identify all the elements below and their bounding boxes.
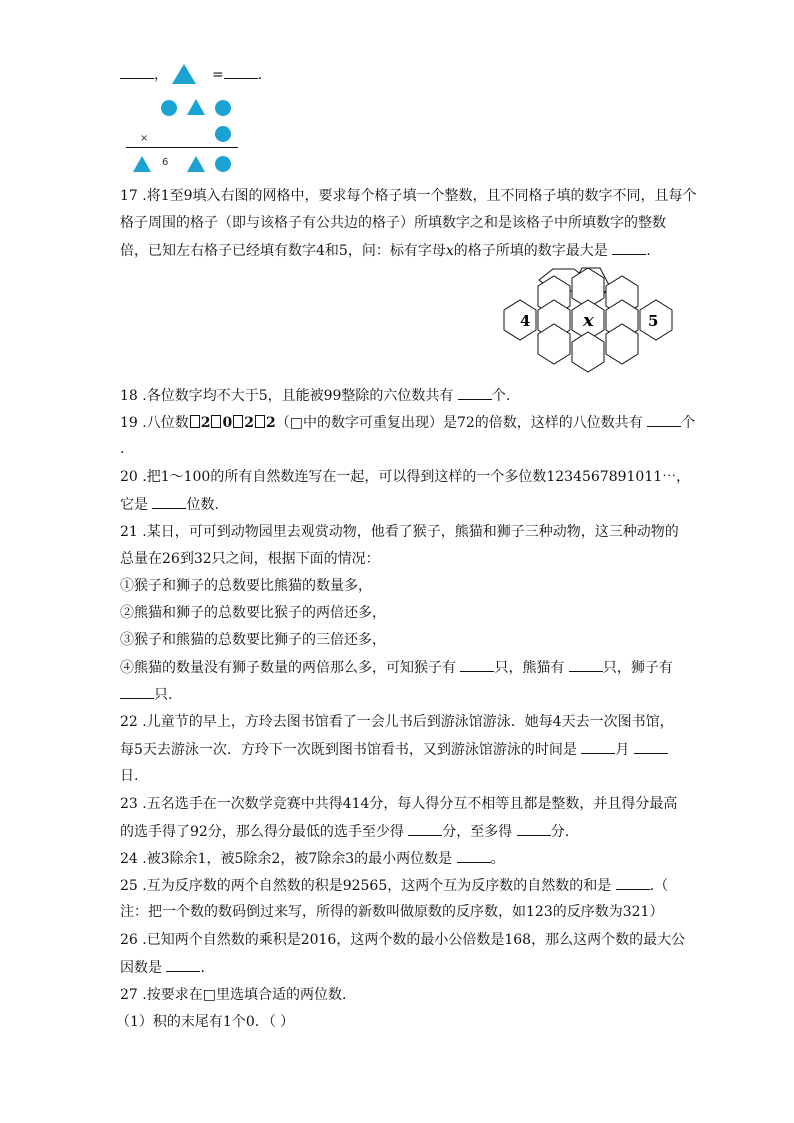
digit-box — [233, 415, 243, 428]
q23-line-1: 23 .五名选手在一次数学竞赛中共得414分，每人得分互不相等且都是整数，并且得分最高 — [120, 796, 678, 812]
q18-line: 18 .各位数字均不大于5，且能被99整除的六位数共有 个. — [120, 385, 510, 406]
q19-end: . — [120, 441, 125, 457]
hex-cell — [572, 332, 604, 372]
q19-line: 19 .八位数 2 0 2 2（□中的数字可重复出现）是72的倍数，这样的八位数共有 个 — [120, 412, 695, 433]
q23-line-2: 的选手得了92分，那么得分最低的选手至少得 分，至多得 分. — [120, 821, 569, 842]
circle-icon — [215, 100, 231, 116]
q20-line-2: 它是 位数. — [120, 494, 219, 515]
hex-label-right: 5 — [648, 312, 659, 330]
q27-line-2: （1）积的末尾有1个0．（ ） — [116, 1014, 295, 1030]
answer-blank[interactable] — [569, 657, 603, 672]
answer-blank[interactable] — [457, 848, 491, 863]
answer-blank[interactable] — [647, 412, 681, 427]
q25-line-1: 25 .互为反序数的两个自然数的积是92565，这两个互为反序数的自然数的和是 .（ — [120, 875, 668, 896]
q25-line-2: 注：把一个数的数码倒过来写，所得的新数叫做原数的反序数，如123的反序数为321） — [120, 904, 664, 920]
triangle-icon — [187, 156, 205, 172]
q21-cond-2: ②熊猫和狮子的总数要比猴子的两倍还多， — [120, 605, 386, 621]
answer-blank[interactable] — [612, 240, 646, 255]
answer-blank[interactable] — [616, 875, 650, 890]
hex-label-left: 4 — [520, 312, 531, 330]
q16-answer-line: ， — [120, 64, 168, 85]
q21-line-end: 只. — [120, 684, 172, 705]
q21-line-2: 总量在26到32只之间，根据下面的情况： — [120, 551, 380, 567]
q26-line-1: 26 .已知两个自然数的乘积是2016，这两个数的最小公倍数是168，那么这两个数的最大公 — [120, 932, 686, 948]
hex-label-x: x — [583, 310, 594, 331]
answer-blank[interactable] — [581, 739, 615, 754]
answer-blank[interactable] — [408, 821, 442, 836]
answer-blank[interactable] — [634, 739, 668, 754]
q17-line-3: 倍，已知左右格子已经填有数字4和5，问：标有字母x的格子所填的数字最大是 . — [120, 240, 651, 261]
divider-line — [126, 147, 238, 148]
triangle-icon — [133, 156, 151, 172]
answer-blank[interactable] — [458, 385, 492, 400]
answer-blank[interactable] — [460, 657, 494, 672]
circle-icon — [161, 100, 177, 116]
circle-icon — [215, 126, 231, 142]
q22-line-3: 日. — [120, 768, 139, 784]
q17-line-1: 17 .将1至9填入右图的网格中，要求每个格子填一个整数，且不同格子填的数字不同，且每个 — [120, 188, 697, 204]
answer-blank[interactable] — [166, 957, 200, 972]
digit-box — [190, 415, 200, 428]
digit-six: 6 — [162, 157, 169, 168]
triangle-icon — [187, 99, 205, 115]
q27-line-1: 27 .按要求在□里选填合适的两位数. — [120, 987, 347, 1003]
hex-grid — [502, 266, 677, 378]
triangle-icon — [172, 64, 196, 84]
answer-blank[interactable] — [120, 684, 154, 699]
answer-blank[interactable] — [120, 64, 154, 79]
q21-cond-4: ④熊猫的数量没有狮子数量的两倍那么多，可知猴子有 只，熊猫有 只，狮子有 — [120, 657, 673, 678]
circle-icon — [215, 156, 231, 172]
digit-box — [211, 415, 221, 428]
q21-line-1: 21 .某日，可可到动物园里去观赏动物，他看了猴子，熊猫和狮子三种动物，这三种动物的 — [120, 524, 679, 540]
q21-cond-1: ①猴子和狮子的总数要比熊猫的数量多， — [120, 578, 372, 594]
q17-line-2: 格子周围的格子（即与该格子有公共边的格子）所填数字之和是该格子中所填数字的整数 — [120, 215, 666, 231]
q16-equals: = . — [212, 64, 262, 85]
q26-line-2: 因数是 . — [120, 957, 205, 978]
digit-box — [255, 415, 265, 428]
q24-line: 24 .被3除余1，被5除余2，被7除余3的最小两位数是 。 — [120, 848, 505, 869]
answer-blank[interactable] — [224, 64, 258, 79]
answer-blank[interactable] — [152, 494, 186, 509]
times-sign: × — [140, 133, 149, 144]
q22-line-1: 22 .儿童节的早上，方玲去图书馆看了一会儿书后到游泳馆游泳．她每4天去一次图书馆， — [120, 714, 674, 730]
q21-cond-3: ③猴子和熊猫的总数要比狮子的三倍还多， — [120, 632, 386, 648]
q22-line-2: 每5天去游泳一次．方玲下一次既到图书馆看书，又到游泳馆游泳的时间是 月 — [120, 739, 668, 760]
answer-blank[interactable] — [517, 821, 551, 836]
q20-line-1: 20 .把1～100的所有自然数连写在一起，可以得到这样的一个多位数1234567891011⋯， — [120, 469, 691, 485]
